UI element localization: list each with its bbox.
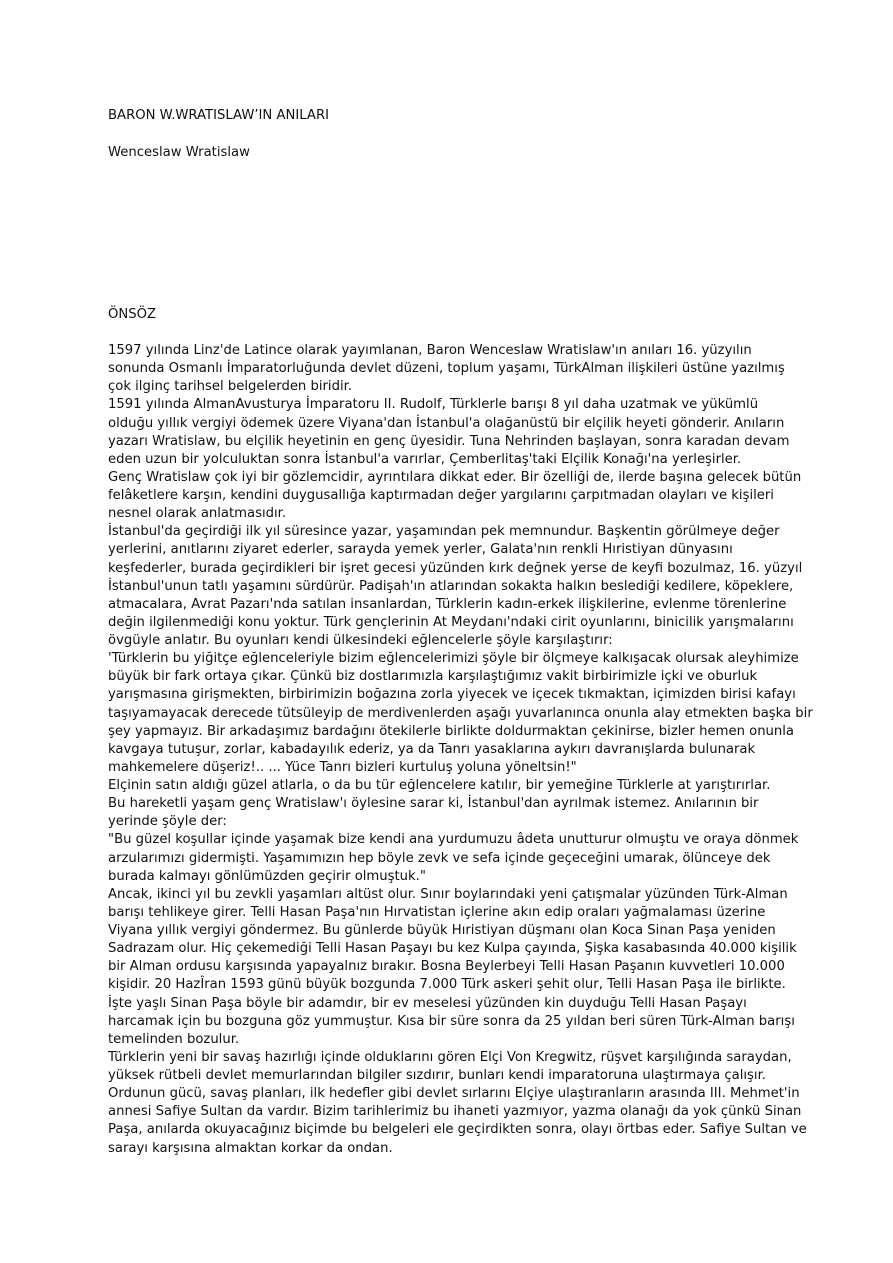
text-line: yüksek rütbeli devlet memurlarından bilgiler sızdırır, bunları kendi imparatoruna ulaştırmaya çalışır. (108, 1068, 766, 1083)
text-line: değin ilgilenmediği konu yoktur. Türk gençlerinin At Meydanı'ndaki cirit oyunlarını, binicilik yarışmalarını (108, 614, 794, 630)
text-line: barışı tehlikeye girer. Telli Hasan Paşa'nın Hırvatistan içlerine akın edip oraları yağmalaması üzerine (108, 904, 766, 920)
text-line: İstanbul'unun tatlı yaşamını sürdürür. Padişah'ın atlarından sokakta halkın beslediği kedilere, köpeklere, (108, 578, 794, 594)
text-line: atmacalara, Avrat Pazarı'nda satılan insanlardan, Türklerin kadın-erkek ilişkilerine, evlenme törenlerine (108, 596, 787, 612)
text-line: sonunda Osmanlı İmparatorluğunda devlet düzeni, toplum yaşamı, TürkAlman ilişkileri üstüne yazılmış (108, 361, 785, 377)
text-line: Viyana yıllık vergiyi göndermez. Bu günlerde büyük Hıristiyan düşmanı olan Koca Sinan Paşa yeniden (108, 923, 776, 938)
text-line: 1591 yılında AlmanAvusturya İmparatoru II. Rudolf, Türklerle barışı 8 yıl daha uzatmak ve yükümlü (108, 397, 759, 413)
preface-heading: ÖNSÖZ (108, 307, 157, 322)
text-line: çok ilginç tarihsel belgelerden biridir. (108, 379, 353, 395)
text-line: yazarı Wratislaw, bu elçilik heyetinin en genç üyesidir. Tuna Nehrinden başlayan, sonra karadan devam (108, 433, 790, 449)
text-line: arzularımızı gidermişti. Yaşamımızın hep böyle zevk ve sefa içinde geçeceğini umarak, ölünceye dek (108, 850, 771, 866)
text-line: 1597 yılında Linz'de Latince olarak yayımlanan, Baron Wenceslaw Wratislaw'ın anıları 16. yüzyılın (108, 343, 752, 358)
text-line: övgüyle anlatır. Bu oyunları kendi ülkesindeki eğlencelerle şöyle karşılaştırır: (108, 633, 613, 648)
text-line: temelinden bozulur. (108, 1031, 240, 1047)
text-line: "Bu güzel koşullar içinde yaşamak bize kendi ana yurdumuzu âdeta unutturur olmuştu ve oraya dönmek (108, 832, 799, 848)
text-line: yerlerini, anıtlarını ziyaret ederler, sarayda yemek yerler, Galata'nın renkli Hıristiyan dünyasını (108, 542, 733, 558)
text-line: şey yapmayız. Bir arkadaşımız bardağını ötekilerle birlikte doldurmaktan çekinirse, bizler hemen onunla (108, 723, 795, 739)
text-line: Ordunun gücü, savaş planları, ilk hedefler gibi devlet sırlarını Elçiye ulaştıranların arasında III. Mehmet'in (108, 1086, 800, 1102)
text-line: yarışmasına girişmekten, birbirimizin boğazına zorla yiyecek ve içecek tıkmaktan, içimizden birisi kafayı (108, 687, 796, 703)
document-author: Wenceslaw Wratislaw (108, 145, 250, 160)
preface-body (108, 342, 813, 1158)
text-line: Ancak, ikinci yıl bu zevkli yaşamları altüst olur. Sınır boylarındaki yeni çatışmalar yüzünden Türk-Alman (108, 886, 788, 902)
text-line: kavgaya tutuşur, zorlar, kabadayılık ederiz, ya da Tanrı yasaklarına aykırı davranışlarda bulunarak (108, 741, 756, 757)
text-line: bir Alman ordusu karşısında yapayalnız bırakır. Bosna Beylerbeyi Telli Hasan Paşanın kuvvetleri 10.000 (108, 959, 785, 975)
text-line: harcamak için bu bozguna göz yummuştur. Kısa bir süre sonra da 25 yıldan beri süren Türk-Alman barışı (108, 1013, 795, 1029)
text-line: Bu hareketli yaşam genç Wratislaw'ı öylesine sarar ki, İstanbul'dan ayrılmak istemez. Anılarının bir (108, 796, 759, 812)
text-line: İşte yaşlı Sinan Paşa böyle bir adamdır, bir ev meselesi yüzünden kin duyduğu Telli Hasan Paşayı (108, 995, 747, 1011)
text-line: eden uzun bir yolculuktan sonra İstanbul'a varırlar, Çemberlitaş'taki Elçilik Konağı'na yerleşirler. (108, 451, 742, 467)
document-title: BARON W.WRATISLAW’IN ANILARI (108, 108, 329, 123)
text-line: Elçinin satın aldığı güzel atlarla, o da bu tür eğlencelere katılır, bir yemeğine Türklerle at yarıştırırlar. (108, 778, 771, 793)
text-line: taşıyamayacak derecede tütsüleyip de merdivenlerden aşağı yuvarlanınca onunla alay etmekten başka bir (108, 705, 813, 721)
text-line: büyük bir fark ortaya çıkar. Çünkü biz dostlarımızla karşılaştığımız vakit birbirimizle içki ve oburluk (108, 669, 758, 685)
text-line: annesi Safiye Sultan da vardır. Bizim tarihlerimiz bu ihaneti yazmıyor, yazma olanağı da yok çünkü Sinan (108, 1104, 802, 1120)
text-line: mahkemelere düşeriz!.. ... Yüce Tanrı bizleri kurtuluş yoluna yöneltsin!" (108, 759, 577, 775)
text-line: kişidir. 20 HazÎran 1593 günü büyük bozgunda 7.000 Türk askeri şehit olur, Telli Hasan Paşa ile birlikte. (108, 977, 786, 993)
text-line: nesnel olarak anlatmasıdır. (108, 506, 287, 522)
text-line: Genç Wratislaw çok iyi bir gözlemcidir, ayrıntılara dikkat eder. Bir özelliği de, ilerde başına gelecek bütün (108, 469, 802, 485)
text-line: felâketlere karşın, kendini duygusallığa kaptırmadan değer yargılarını çarpıtmadan olayları ve kişileri (108, 488, 774, 503)
text-line: yerinde şöyle der: (108, 814, 227, 830)
text-line: sarayı karşısına almaktan korkar da ondan. (108, 1140, 393, 1156)
text-line: burada kalmayı gönlümüzden geçirir olmuştuk." (108, 868, 426, 884)
text-line: Sadrazam olur. Hiç çekemediği Telli Hasan Paşayı bu kez Kulpa çayında, Şişka kasabasında 40.000 kişilik (108, 941, 797, 957)
text-line: Türklerin yeni bir savaş hazırlığı içinde olduklarını gören Elçi Von Kregwitz, rüşvet karşılığında saraydan, (108, 1049, 792, 1065)
text-line: Paşa, anılarda okuyacağınız biçimde bu belgeleri ele geçirdikten sonra, olayı örtbas eder. Safiye Sultan ve (108, 1122, 807, 1138)
text-line: 'Türklerin bu yiğitçe eğlenceleriyle bizim eğlencelerimizi şöyle bir ölçmeye kalkışacak olursak aleyhimize (108, 651, 799, 667)
text-line: olduğu yıllık vergiyi ödemek üzere Viyana'dan İstanbul'a olağanüstü bir elçilik heyeti gönderir. Anıların (108, 415, 785, 431)
text-line: İstanbul'da geçirdiği ilk yıl süresince yazar, yaşamından pek memnundur. Başkentin görülmeye değer (108, 524, 780, 540)
text-line: keşfederler, burada geçirdikleri bir işret gecesi yüzünden kırk değnek yerse de keyfi bozulmaz, 16. yüzyıl (108, 560, 803, 576)
